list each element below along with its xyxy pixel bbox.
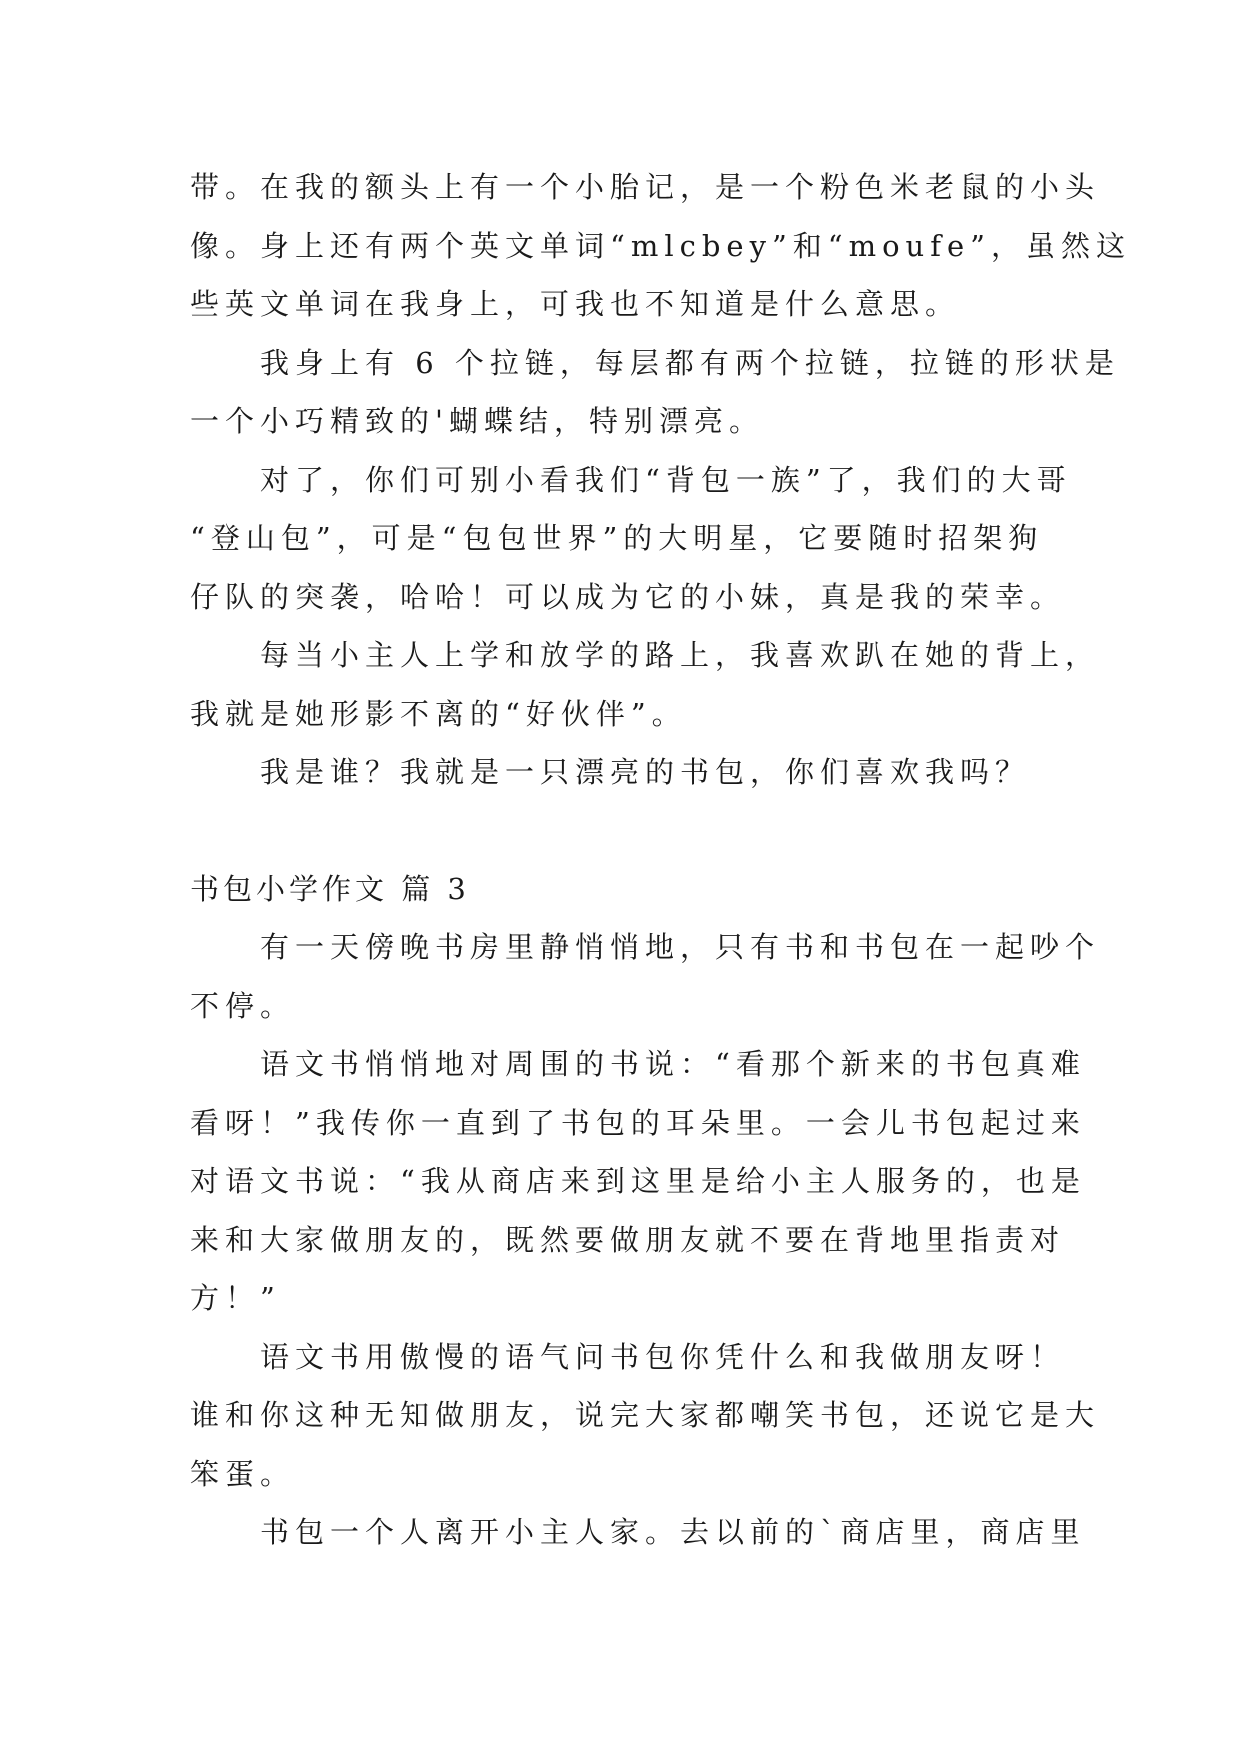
paragraph <box>190 334 1120 451</box>
text-line: 我就是她形影不离的“好伙伴”。 <box>190 696 687 731</box>
text-line: 谁和你这种无知做朋友，说完大家都嘲笑书包，还说它是大 <box>190 1398 1101 1432</box>
paragraph <box>190 451 1072 627</box>
text-line: 我身上有 6 个拉链，每层都有两个拉链，拉链的形状是 <box>260 345 1120 380</box>
section-title: 书包小学作文 篇 3 <box>190 871 470 906</box>
paragraph <box>190 1328 1101 1504</box>
text-line: 方！” <box>190 1281 281 1315</box>
text-line: 对了，你们可别小看我们“背包一族”了，我们的大哥 <box>260 462 1072 497</box>
text-line: 带。在我的额头上有一个小胎记，是一个粉色米老鼠的小头 <box>190 170 1101 204</box>
section-spacer <box>190 802 1062 860</box>
text-line: 仔队的突袭，哈哈！可以成为它的小妹，真是我的荣幸。 <box>190 579 1066 614</box>
text-line: 笨蛋。 <box>190 1456 296 1491</box>
text-line: 一个小巧精致的'蝴蝶结，特别漂亮。 <box>190 404 764 438</box>
text-line: 我是谁？我就是一只漂亮的书包，你们喜欢我吗？ <box>260 755 1031 789</box>
paragraph <box>190 918 1101 1035</box>
paragraph <box>190 1503 1086 1562</box>
document-body <box>190 158 1131 1562</box>
paragraph <box>190 626 1101 743</box>
text-line: 像。身上还有两个英文单词“mlcbey”和“moufe”，虽然这 <box>190 228 1131 263</box>
text-line: 不停。 <box>190 988 296 1023</box>
paragraph <box>190 743 1062 802</box>
text-line: 看呀！”我传你一直到了书包的耳朵里。一会儿书包起过来 <box>190 1105 1086 1140</box>
text-line: 来和大家做朋友的，既然要做朋友就不要在背地里指责对 <box>190 1222 1066 1257</box>
text-line: 些英文单词在我身上，可我也不知道是什么意思。 <box>190 287 961 321</box>
text-line: “登山包”，可是“包包世界”的大明星，它要随时招架狗 <box>190 521 1044 555</box>
text-line: 语文书用傲慢的语气问书包你凭什么和我做朋友呀！ <box>260 1339 1066 1374</box>
text-line: 对语文书说：“我从商店来到这里是给小主人服务的，也是 <box>190 1164 1086 1198</box>
text-line: 语文书悄悄地对周围的书说：“看那个新来的书包真难 <box>260 1047 1086 1081</box>
paragraph <box>190 1035 1086 1328</box>
text-line: 每当小主人上学和放学的路上，我喜欢趴在她的背上， <box>260 638 1101 672</box>
paragraph <box>190 158 1131 334</box>
text-line: 书包一个人离开小主人家。去以前的`商店里，商店里 <box>260 1515 1086 1549</box>
text-line: 有一天傍晚书房里静悄悄地，只有书和书包在一起吵个 <box>260 930 1101 964</box>
